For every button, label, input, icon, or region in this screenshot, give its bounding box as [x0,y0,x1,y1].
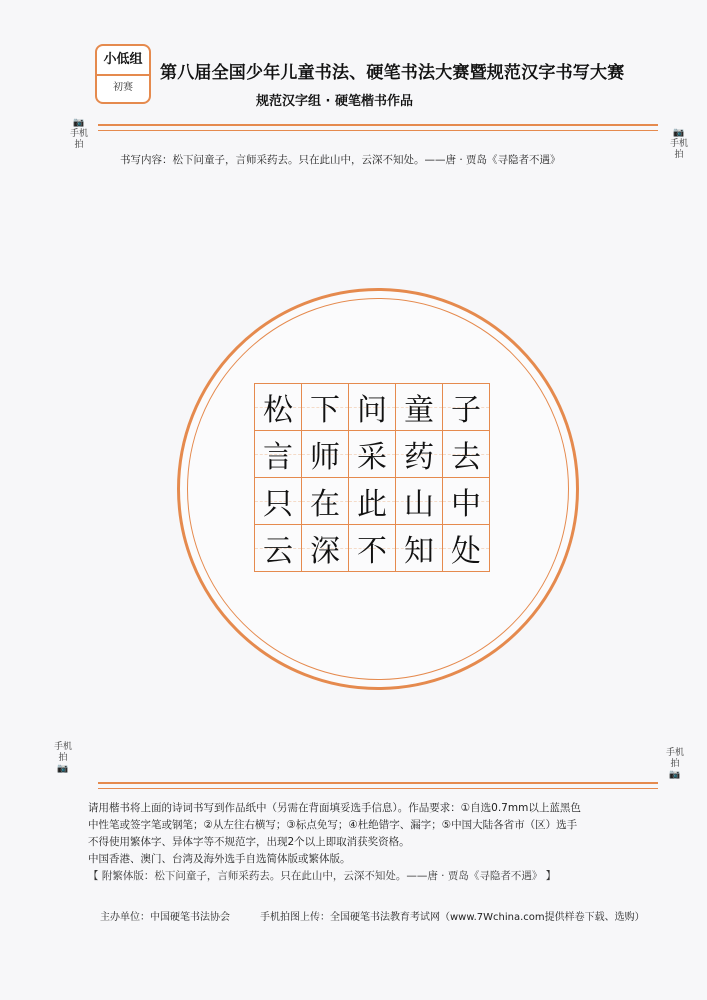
grid-cell: 云 [255,525,302,572]
grid-cell: 采 [349,431,396,478]
camera-icon: 📷 [669,770,681,780]
grid-cell: 下 [302,384,349,431]
traditional-version-line: 【 附繁体版：松下问童子，言师采药去。只在此山中，云深不知处。——唐 · 贾岛《寻隐者不遇》 】 [88,870,557,882]
grid-cell: 中 [443,478,490,525]
group-badge [95,44,151,104]
requirements-block [88,800,668,885]
camera-mark-top-left [68,118,90,151]
grid-cell: 问 [349,384,396,431]
grid-cell: 去 [443,431,490,478]
camera-mark-bottom-left [52,742,74,775]
camera-icon: 📷 [57,764,69,774]
camera-icon: 📷 [73,118,85,128]
page-title: 第八届全国少年儿童书法、硬笔书法大赛暨规范汉字书写大赛 [160,63,625,83]
bottom-rule-thin [98,788,658,789]
camera-mark-text: 手机拍 [665,748,684,769]
group-label: 小低组 [97,46,149,76]
camera-mark-bottom-right [664,748,686,781]
grid-cell: 言 [255,431,302,478]
camera-mark-top-right [668,128,690,161]
grid-cell: 深 [302,525,349,572]
grid-cell: 师 [302,431,349,478]
camera-icon: 📷 [673,128,685,138]
writing-content-label: 书写内容： [120,154,173,166]
top-rule [98,124,658,126]
camera-mark-text: 手机拍 [53,742,72,763]
grid-cell: 此 [349,478,396,525]
grid-cell: 山 [396,478,443,525]
writing-content-text: 松下问童子，言师采药去。只在此山中，云深不知处。——唐 · 贾岛《寻隐者不遇》 [172,154,561,166]
grid-cell: 药 [396,431,443,478]
camera-mark-text: 手机拍 [669,139,688,160]
camera-mark-text: 手机拍 [69,129,88,150]
grid-cell: 松 [255,384,302,431]
requirements-line: 中国香港、澳门、台湾及海外选手自选简体版或繁体版。 [88,853,351,865]
page-subtitle: 规范汉字组 · 硬笔楷书作品 [256,94,413,109]
upload-info: 手机拍图上传：全国硬笔书法教育考试网（www.7Wchina.com提供样卷下载、选购） [260,912,645,923]
grid-cell: 知 [396,525,443,572]
round-label: 初赛 [113,82,133,93]
requirements-line: 中性笔或签字笔或钢笔；②从左往右横写；③标点免写；④杜绝错字、漏字；⑤中国大陆各省市（区）选手 [88,819,578,831]
grid-cell: 童 [396,384,443,431]
requirements-line: 请用楷书将上面的诗词书写到作品纸中（另需在背面填妥选手信息）。作品要求：①自选0.7mm以上蓝黑色 [88,802,581,814]
grid-cell: 不 [349,525,396,572]
grid-cell: 在 [302,478,349,525]
organizer: 主办单位：中国硬笔书法协会 [100,912,230,923]
grid-cell: 子 [443,384,490,431]
top-rule-thin [98,130,658,131]
grid-cell: 处 [443,525,490,572]
bottom-rule [98,782,658,784]
requirements-line: 不得使用繁体字、异体字等不规范字，出现2个以上即取消获奖资格。 [88,836,410,848]
calligraphy-grid [254,383,490,572]
writing-content [120,152,561,167]
grid-cell: 只 [255,478,302,525]
